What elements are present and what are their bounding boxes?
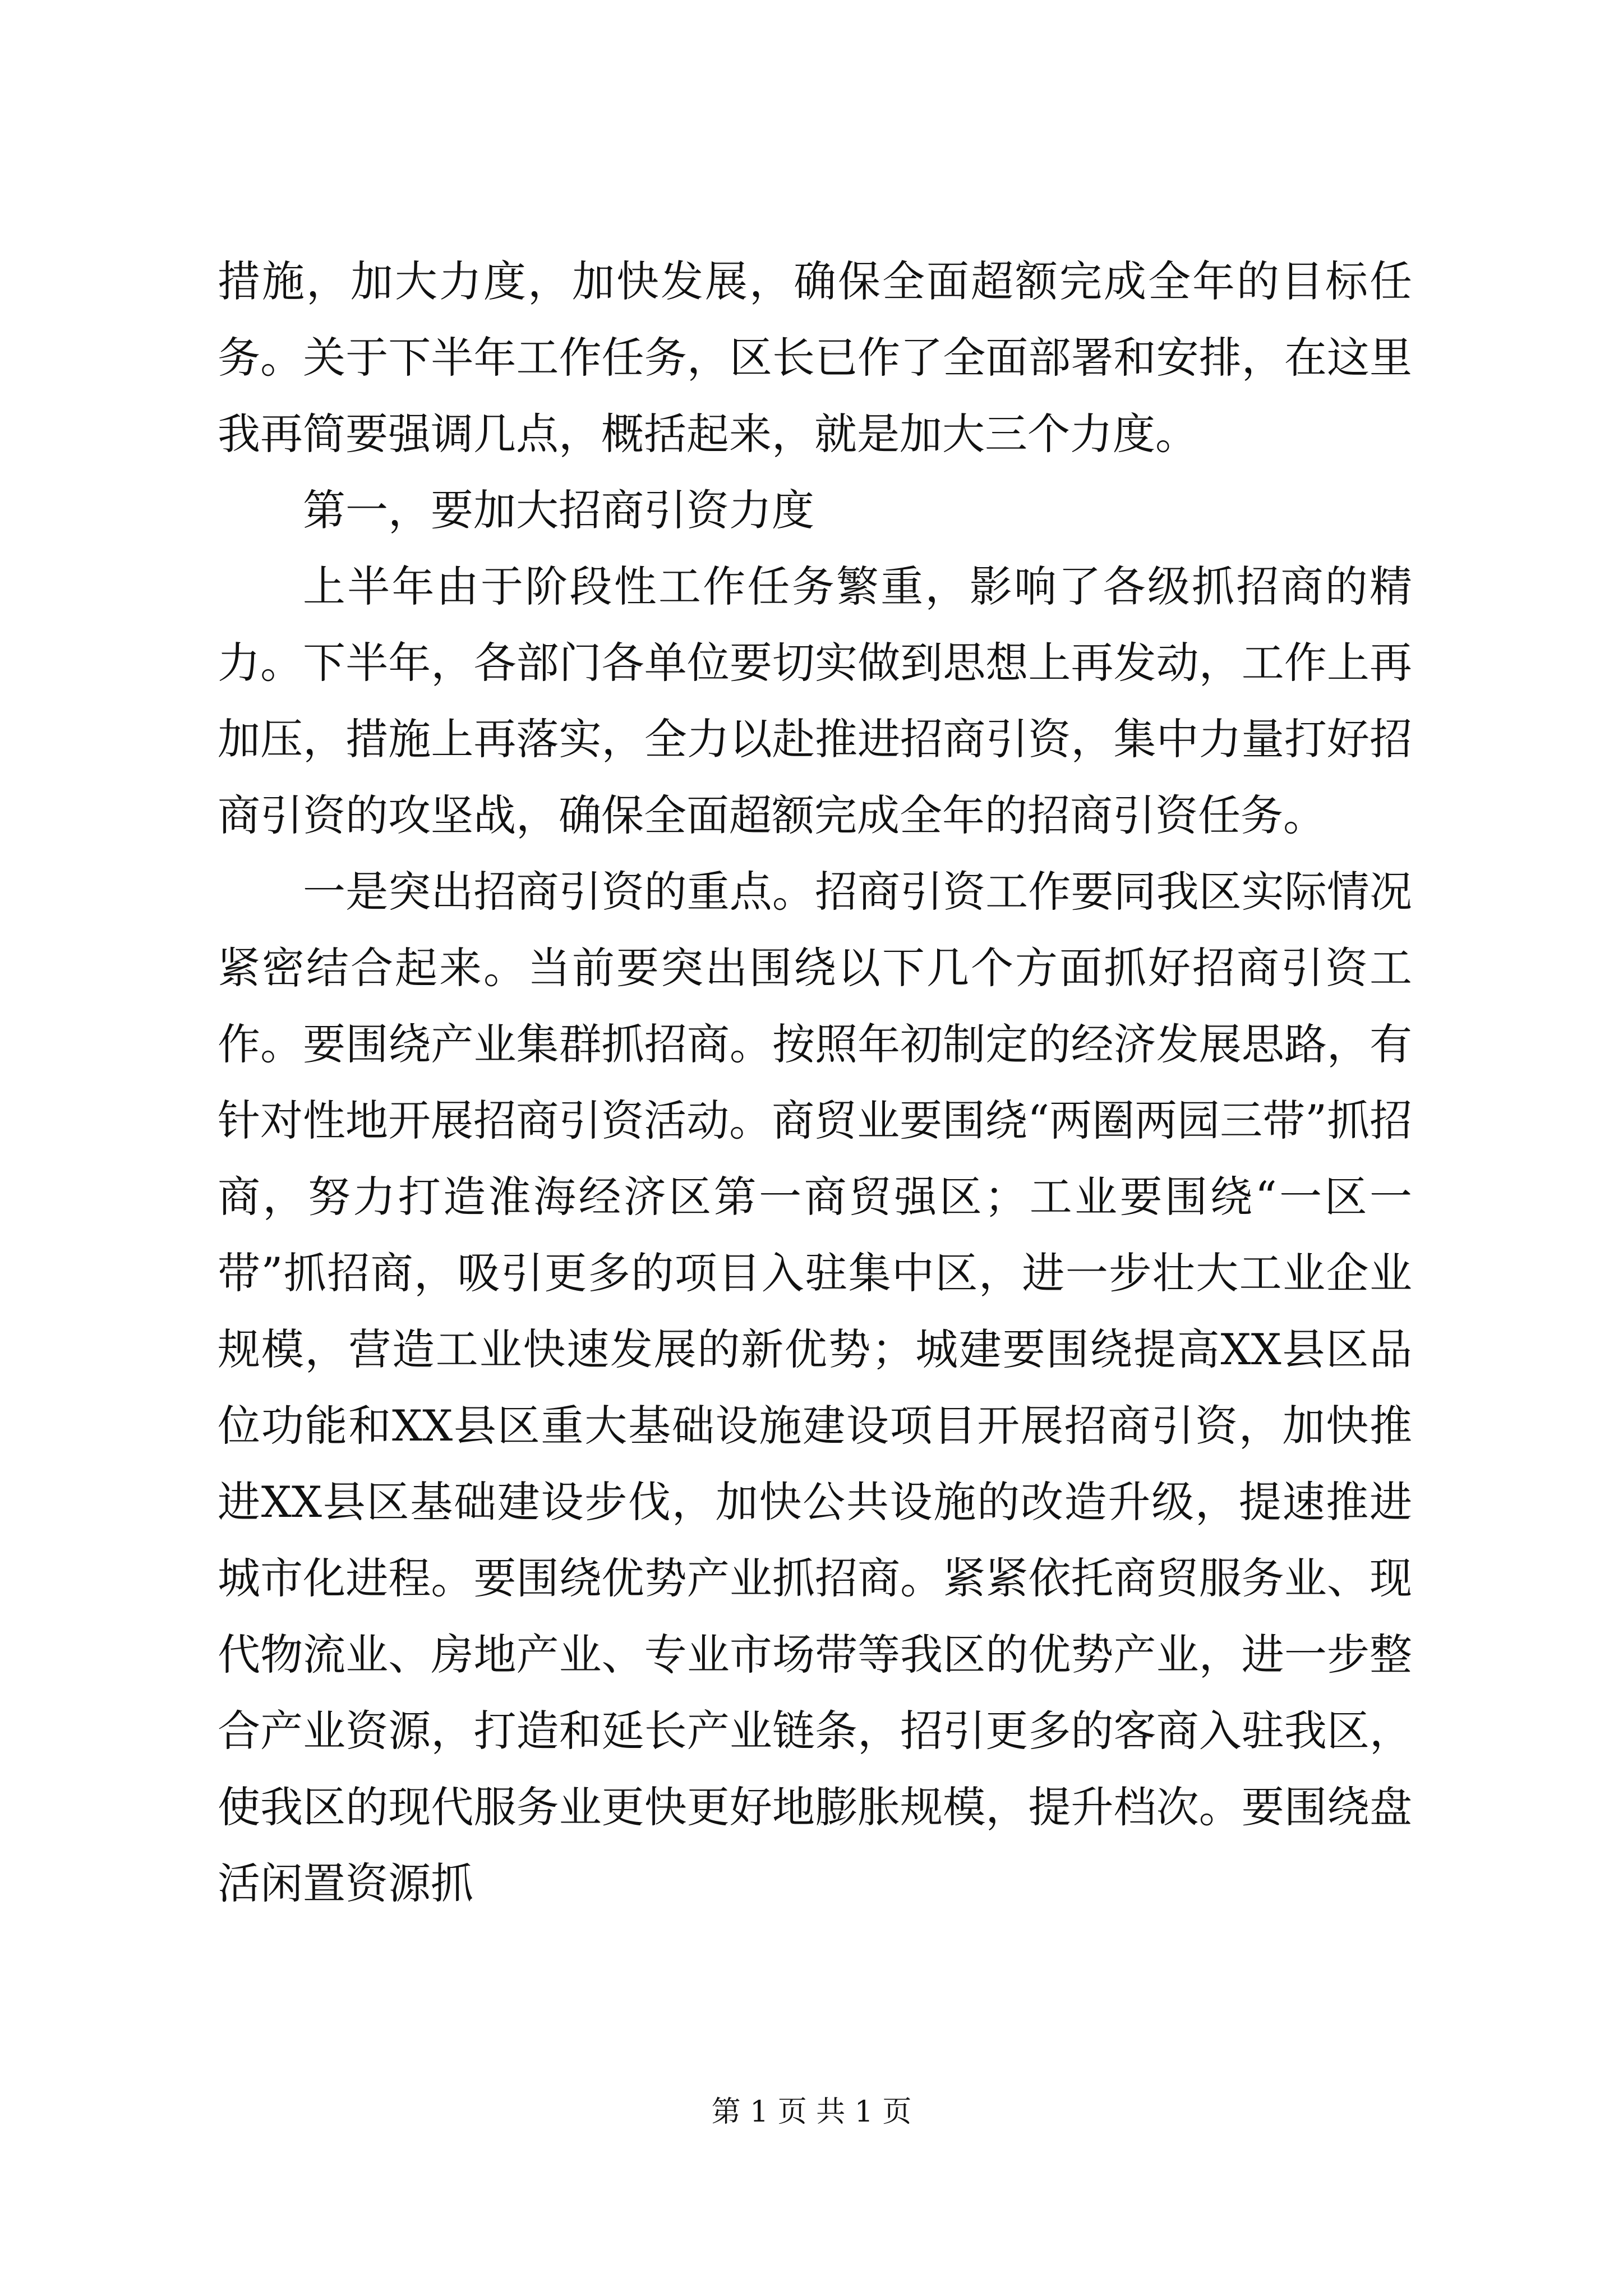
page-footer: 第 1 页 共 1 页 [711,2095,912,2129]
paragraph-4: 一是突出招商引资的重点。招商引资工作要同我区实际情况紧密结合起来。当前要突出围绕以下几个方面抓好招商引资工作。要围绕产业集群抓招商。按照年初制定的经济发展思路，有针对性地开展招商引资活动。商贸业要围绕“两圈两园三带”抓招商，努力打造淮海经济区第一商贸强区；工业要围绕“一区一带”抓招商，吸引更多的项目入驻集中区，进一步壮大工业企业规模，营造工业快速发展的新优势；城建要围绕提高XX县区品位功能和XX县区重大基础设施建设项目开展招商引资，加快推进XX县区基础建设步伐，加快公共设施的改造升级，提速推进城市化进程。要围绕优势产业抓招商。紧紧依托商贸服务业、现代物流业、房地产业、专业市场带等我区的优势产业，进一步整合产业资源，打造和延长产业链条，招引更多的客商入驻我区，使我区的现代服务业更快更好地膨胀规模，提升档次。要围绕盘活闲置资源抓 [218,867,1412,1908]
paragraph-3: 上半年由于阶段性工作任务繁重，影响了各级抓招商的精力。下半年，各部门各单位要切实做到思想上再发动，工作上再加压，措施上再落实，全力以赴推进招商引资，集中力量打好招商引资的攻坚战，确保全面超额完成全年的招商引资任务。 [218,562,1412,840]
document-body [218,243,1412,1922]
paragraph-1: 措施，加大力度，加快发展，确保全面超额完成全年的目标任务。关于下半年工作任务，区长已作了全面部署和安排，在这里我再简要强调几点，概括起来，就是加大三个力度。 [218,256,1412,459]
paragraph-2-section-heading: 第一，要加大招商引资力度 [303,485,814,535]
